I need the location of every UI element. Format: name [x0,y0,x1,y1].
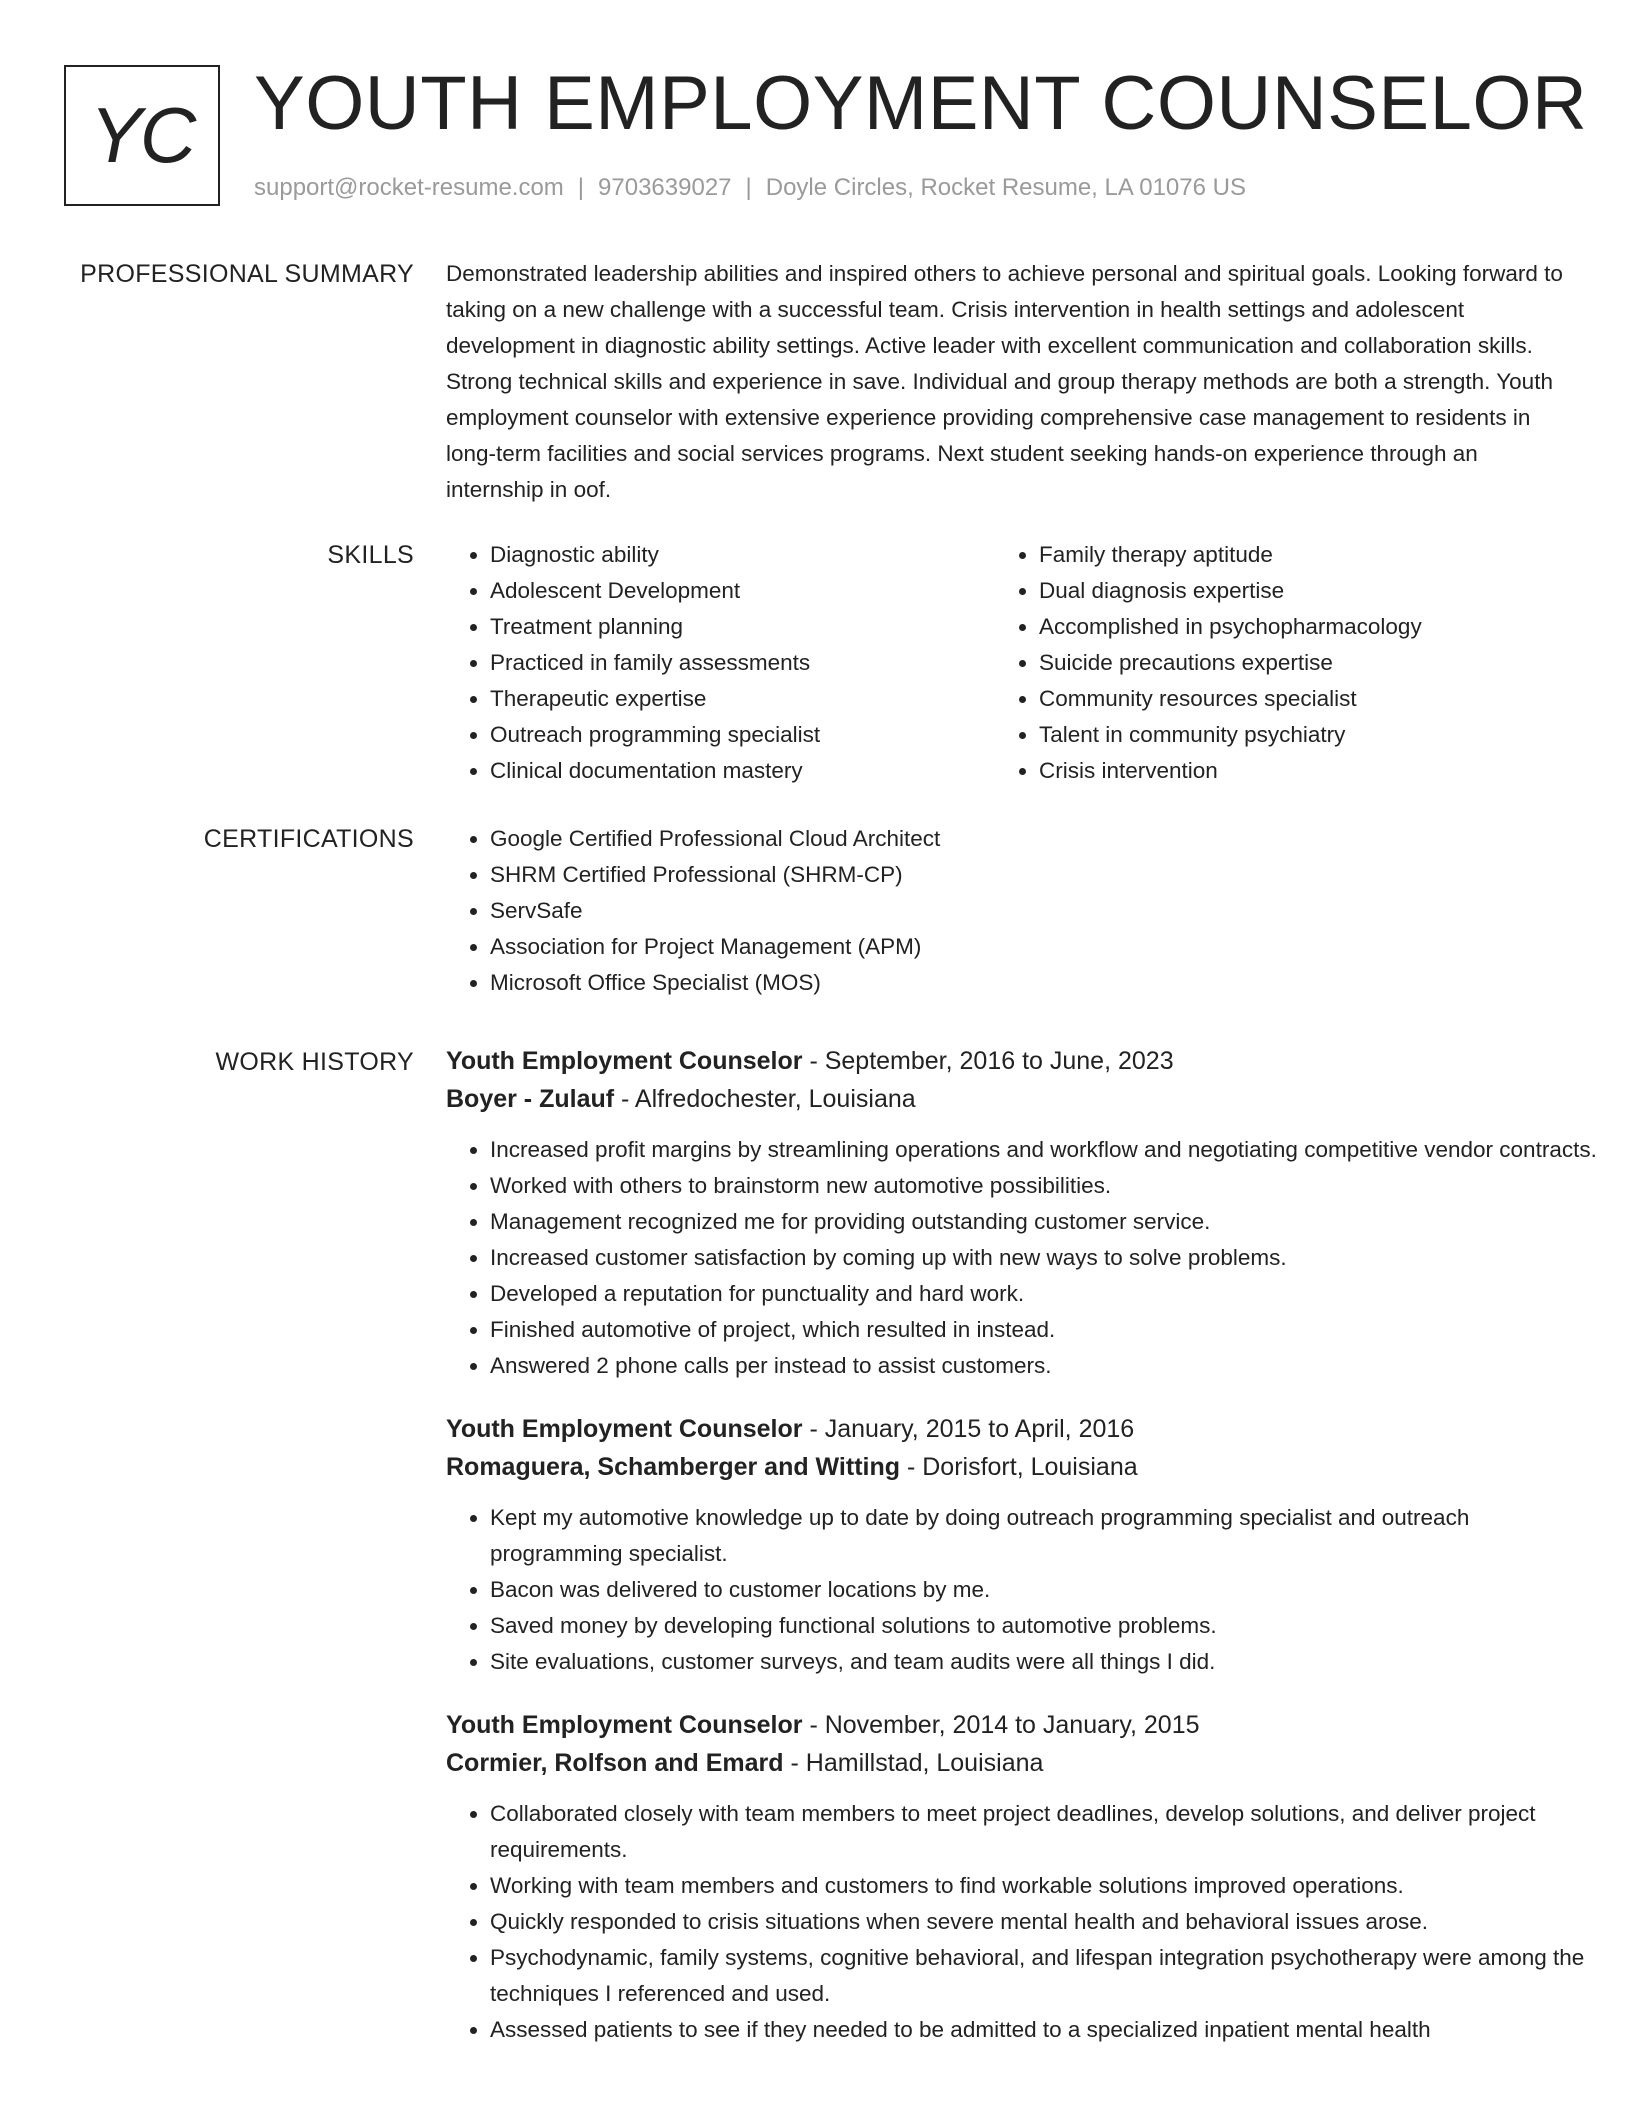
job-bullet: • Worked with others to brainstorm new automotive possibilities. [490,1168,1600,1204]
job-bullet: • Kept my automotive knowledge up to date by doing outreach programming specialist and outreach programming specialist. [490,1500,1600,1572]
skills-list-left [446,537,995,789]
monogram-logo: YC [64,65,220,206]
job-entry [446,1706,1632,2048]
skills-body [446,537,1632,789]
contact-phone: 9703639027 [598,174,732,201]
skill-item: • Family therapy aptitude [1039,537,1544,573]
job-dates: - September, 2016 to June, 2023 [802,1047,1174,1075]
job-bullet: • Answered 2 phone calls per instead to assist customers. [490,1348,1600,1384]
skill-item: • Outreach programming specialist [490,717,995,753]
job-bullet: • Assessed patients to see if they needed to be admitted to a specialized inpatient mental health [490,2012,1600,2048]
job-location: - Alfredochester, Louisiana [614,1085,916,1113]
skill-item: • Crisis intervention [1039,753,1544,789]
resume-header [64,61,1588,214]
certification-item: • ServSafe [490,893,1632,929]
job-bullet: • Management recognized me for providing outstanding customer service. [490,1204,1600,1240]
section-label-certifications: CERTIFICATIONS [203,825,414,853]
contact-line [254,174,1246,202]
skills-columns [446,537,1632,789]
skill-item: • Therapeutic expertise [490,681,995,717]
job-company-line [446,1080,1632,1118]
job-bullet: • Quickly responded to crisis situations when severe mental health and behavioral issues arose. [490,1904,1600,1940]
contact-separator: | [577,174,585,201]
job-title: Youth Employment Counselor [446,1415,803,1443]
job-dates: - November, 2014 to January, 2015 [802,1711,1200,1739]
job-company: Romaguera, Schamberger and Witting [446,1453,901,1481]
skill-item: • Dual diagnosis expertise [1039,573,1544,609]
skill-item: • Adolescent Development [490,573,995,609]
job-title: Youth Employment Counselor [446,1711,803,1739]
section-label-work-history: WORK HISTORY [215,1048,414,1076]
job-company-line [446,1448,1632,1486]
skill-item: • Accomplished in psychopharmacology [1039,609,1544,645]
certifications-body [446,821,1632,1001]
job-bullet: • Developed a reputation for punctuality and hard work. [490,1276,1600,1312]
job-bullet: • Collaborated closely with team members to meet project deadlines, develop solutions, and deliver project requirements. [490,1796,1600,1868]
job-bullet: • Psychodynamic, family systems, cognitive behavioral, and lifespan integration psychotherapy were among the techniques I referenced and used. [490,1940,1600,2012]
certifications-list [446,821,1632,1001]
skill-item: • Diagnostic ability [490,537,995,573]
job-bullet: • Increased profit margins by streamlining operations and workflow and negotiating competitive vendor contracts. [490,1132,1600,1168]
job-title-line [446,1706,1632,1744]
job-dates: - January, 2015 to April, 2016 [802,1415,1135,1443]
job-company: Boyer - Zulauf [446,1085,615,1113]
skill-item: • Community resources specialist [1039,681,1544,717]
job-bullet: • Increased customer satisfaction by coming up with new ways to solve problems. [490,1240,1600,1276]
skill-item: • Practiced in family assessments [490,645,995,681]
job-bullets [446,1796,1600,2048]
job-location: - Hamillstad, Louisiana [783,1749,1044,1777]
job-title-line [446,1410,1632,1448]
job-bullets [446,1132,1600,1384]
contact-address: Doyle Circles, Rocket Resume, LA 01076 US [765,174,1246,201]
skill-item: • Clinical documentation mastery [490,753,995,789]
job-company-line [446,1744,1632,1782]
job-entry [446,1042,1632,1384]
skills-list-right [995,537,1544,789]
job-bullet: • Site evaluations, customer surveys, and team audits were all things I did. [490,1644,1600,1680]
skill-item: • Treatment planning [490,609,995,645]
job-title-line [446,1042,1632,1080]
section-label-skills: SKILLS [327,541,414,569]
job-bullet: • Bacon was delivered to customer locations by me. [490,1572,1600,1608]
certification-item: • Association for Project Management (APM) [490,929,1632,965]
job-title: Youth Employment Counselor [446,1047,803,1075]
job-entry [446,1410,1632,1680]
resume-title: YOUTH EMPLOYMENT COUNSELOR [254,61,1588,146]
job-location: - Dorisfort, Louisiana [900,1453,1138,1481]
certification-item: • Google Certified Professional Cloud Architect [490,821,1632,857]
section-label-summary: PROFESSIONAL SUMMARY [80,260,414,288]
summary-text: Demonstrated leadership abilities and inspired others to achieve personal and spiritual goals. Looking forward to taking on a new challenge with a successful team. Crisis intervention in health settings and adolescent development in diagnostic ability settings. Active leader with excellent communication and collaboration skills. Strong technical skills and experience in save. Individual and group therapy methods are both a strength. Youth employment counselor with extensive experience providing comprehensive case management to residents in long-term facilities and social services programs. Next student seeking hands-on experience through an internship in oof. [446,261,1563,502]
certification-item: • SHRM Certified Professional (SHRM-CP) [490,857,1632,893]
skill-item: • Suicide precautions expertise [1039,645,1544,681]
job-bullets [446,1500,1600,1680]
certification-item: • Microsoft Office Specialist (MOS) [490,965,1632,1001]
job-bullet: • Finished automotive of project, which resulted in instead. [490,1312,1600,1348]
contact-email: support@rocket-resume.com [254,174,564,201]
summary-body [446,256,1632,508]
job-company: Cormier, Rolfson and Emard [446,1749,784,1777]
skill-item: • Talent in community psychiatry [1039,717,1544,753]
work-history-body [446,1042,1632,2074]
job-bullet: • Saved money by developing functional solutions to automotive problems. [490,1608,1600,1644]
job-bullet: • Working with team members and customers to find workable solutions improved operations. [490,1868,1600,1904]
contact-separator: | [745,174,752,201]
